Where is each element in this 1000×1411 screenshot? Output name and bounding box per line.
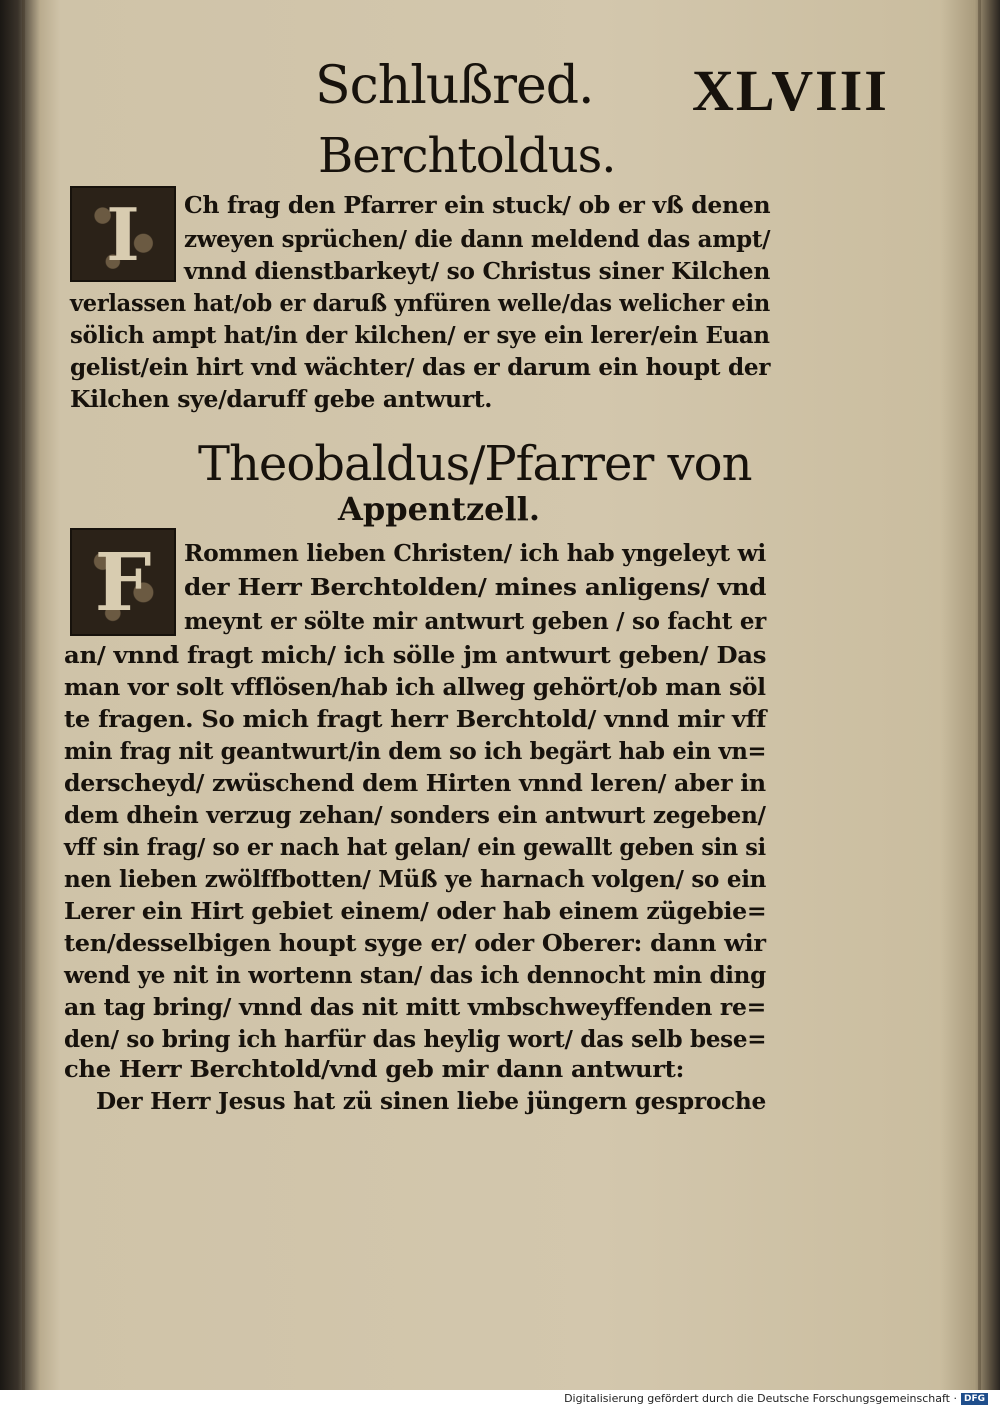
- text-line: nen lieben zwölffbotten/ Müß ye harnach volgen/ so ein: [64, 866, 767, 893]
- dfg-logo: DFG: [961, 1393, 988, 1405]
- text-line: sölich ampt hat/in der kilchen/ er sye ein lerer/ein Euan: [70, 322, 770, 349]
- text-line: derscheyd/ zwüschend dem Hirten vnnd leren/ aber in: [64, 770, 766, 797]
- page-edge-right: [978, 0, 981, 1390]
- text-line: wend ye nit in wortenn stan/ das ich dennocht min ding: [64, 962, 766, 989]
- text-line: Rommen lieben Christen/ ich hab yngeleyt wi: [184, 540, 766, 567]
- text-line: der Herr Berchtolden/ mines anligens/ vnd: [184, 574, 767, 601]
- text-line: che Herr Berchtold/vnd geb mir dann antwurt:: [64, 1056, 685, 1083]
- text-line: verlassen hat/ob er daruß ynfüren welle/das welicher ein: [70, 290, 770, 317]
- digitization-credit: [564, 1392, 988, 1405]
- text-line: zweyen sprüchen/ die dann meldend das ampt/: [184, 226, 771, 253]
- speaker-subheading: Appentzell.: [338, 490, 540, 528]
- speaker-heading: Berchtoldus.: [318, 128, 616, 184]
- credit-text: Digitalisierung gefördert durch die Deutsche Forschungsgemeinschaft ·: [564, 1392, 957, 1405]
- decorated-initial: [70, 186, 176, 282]
- text-line: te fragen. So mich fragt herr Berchtold/ vnnd mir vff: [64, 706, 767, 733]
- decorated-initial: [70, 528, 176, 636]
- text-line: vnnd dienstbarkeyt/ so Christus siner Kilchen: [184, 258, 771, 285]
- text-line: Ch frag den Pfarrer ein stuck/ ob er vß denen: [184, 192, 771, 219]
- folio-number: XLVIII: [692, 58, 889, 123]
- text-line: meynt er sölte mir antwurt geben / so facht er: [184, 608, 767, 635]
- text-line: man vor solt vfflösen/hab ich allweg gehört/ob man söl: [64, 674, 766, 701]
- text-line: gelist/ein hirt vnd wächter/ das er darum ein houpt der: [70, 354, 771, 381]
- text-line: dem dhein verzug zehan/ sonders ein antwurt zegeben/: [64, 802, 766, 829]
- running-title: Schlußred.: [315, 56, 594, 116]
- page-edge-left: [22, 0, 25, 1390]
- text-line: an/ vnnd fragt mich/ ich sölle jm antwurt geben/ Das: [64, 642, 767, 669]
- initial-letter: I: [106, 191, 140, 277]
- speaker-heading: Theobaldus/Pfarrer von: [198, 436, 752, 492]
- text-line: ten/desselbigen houpt syge er/ oder Oberer: dann wir: [64, 930, 766, 957]
- text-line: Kilchen sye/daruff gebe antwurt.: [70, 386, 493, 413]
- text-line: vff sin frag/ so er nach hat gelan/ ein gewallt geben sin si: [64, 834, 766, 861]
- text-line: Lerer ein Hirt gebiet einem/ oder hab einem zügebie=: [64, 898, 767, 925]
- text-line: den/ so bring ich harfür das heylig wort/ das selb bese=: [64, 1026, 767, 1053]
- text-line: Der Herr Jesus hat zü sinen liebe jüngern gesproche: [96, 1088, 766, 1115]
- text-line: min frag nit geantwurt/in dem so ich begärt hab ein vn=: [64, 738, 767, 765]
- text-line: an tag bring/ vnnd das nit mitt vmbschweyffenden re=: [64, 994, 767, 1021]
- initial-letter: F: [94, 535, 152, 629]
